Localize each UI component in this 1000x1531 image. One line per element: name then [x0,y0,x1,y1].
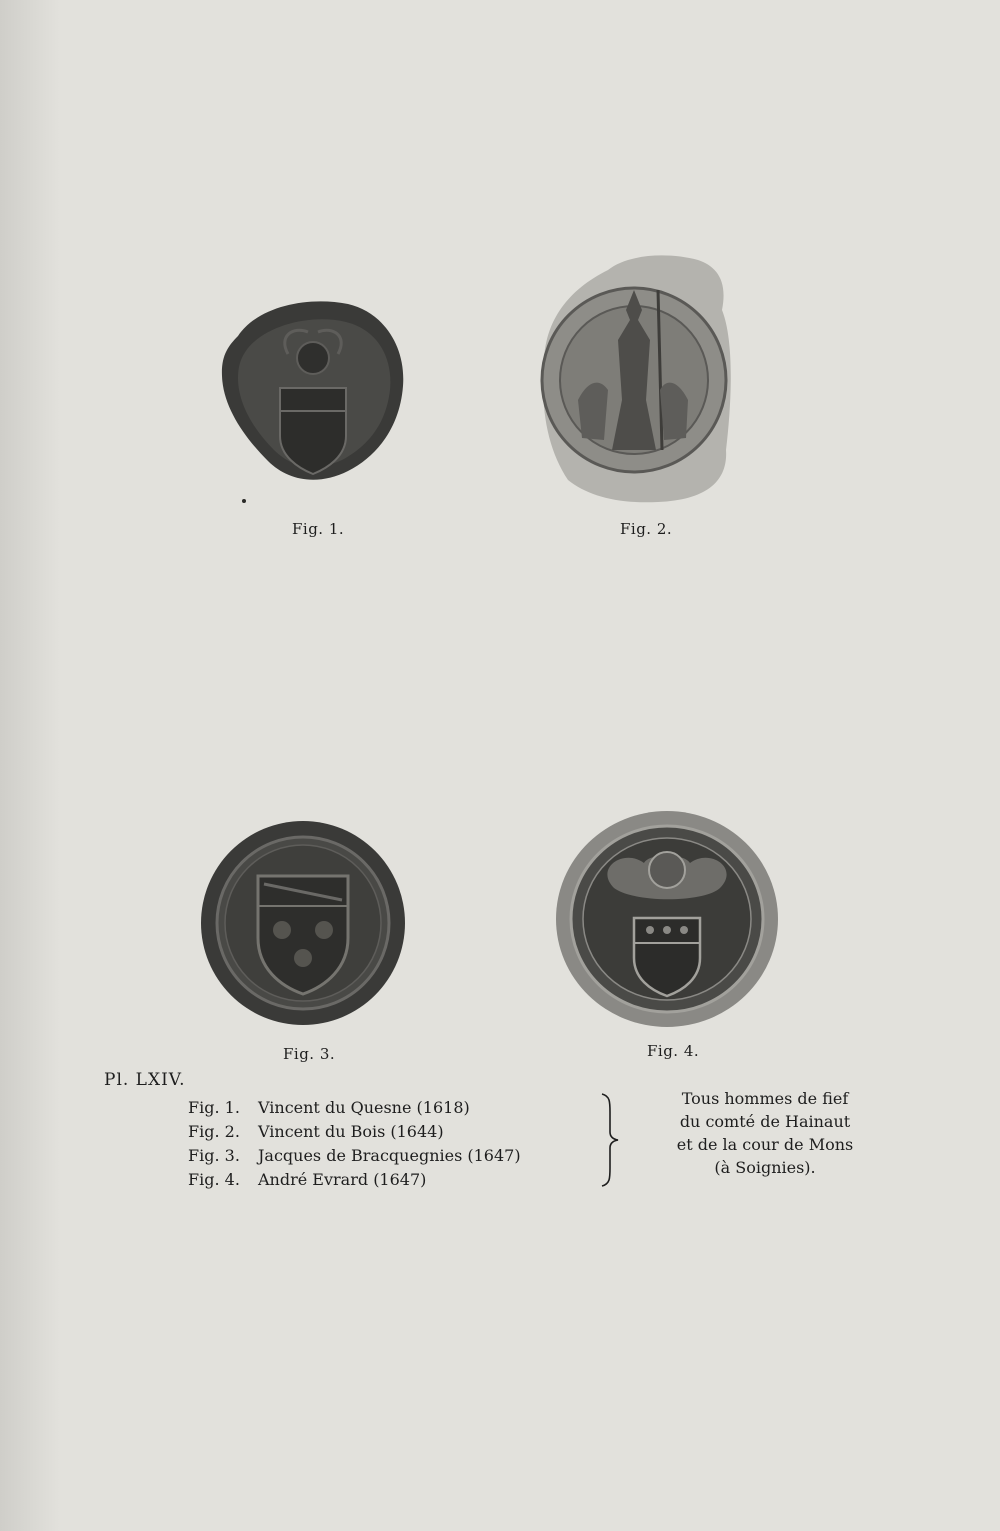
legend-figure-number: Fig. 1. [188,1098,240,1117]
note-line: Tous hommes de fief [681,1089,849,1108]
note-line: (à Soignies). [714,1158,816,1177]
note-line: du comté de Hainaut [679,1112,851,1131]
seal-figure-4 [554,808,780,1030]
figure-legend [188,1096,521,1192]
grouping-brace [596,1092,624,1188]
legend-person: Vincent du Bois (1644) [258,1122,444,1141]
legend-person: Jacques de Bracquegnies (1647) [258,1146,521,1165]
seal-figure-2 [538,250,734,506]
note-line: et de la cour de Mons [676,1135,854,1154]
legend-item [188,1144,521,1168]
plate-number: Pl. LXIV. [104,1070,186,1090]
legend-item [188,1120,521,1144]
legend-figure-number: Fig. 2. [188,1122,240,1141]
legend-item [188,1096,521,1120]
legend-item [188,1168,521,1192]
group-note [630,1087,900,1179]
seal-figure-1 [218,296,408,506]
figure-2-caption: Fig. 2. [620,520,673,538]
legend-person: Vincent du Quesne (1618) [258,1098,470,1117]
page-edge-shadow [0,0,60,1531]
legend-person: André Evrard (1647) [258,1170,427,1189]
figure-4-caption: Fig. 4. [647,1042,700,1060]
legend-figure-number: Fig. 3. [188,1146,240,1165]
legend-figure-number: Fig. 4. [188,1170,240,1189]
seal-figure-3 [198,818,408,1028]
figure-3-caption: Fig. 3. [283,1045,336,1063]
figure-1-caption: Fig. 1. [292,520,345,538]
